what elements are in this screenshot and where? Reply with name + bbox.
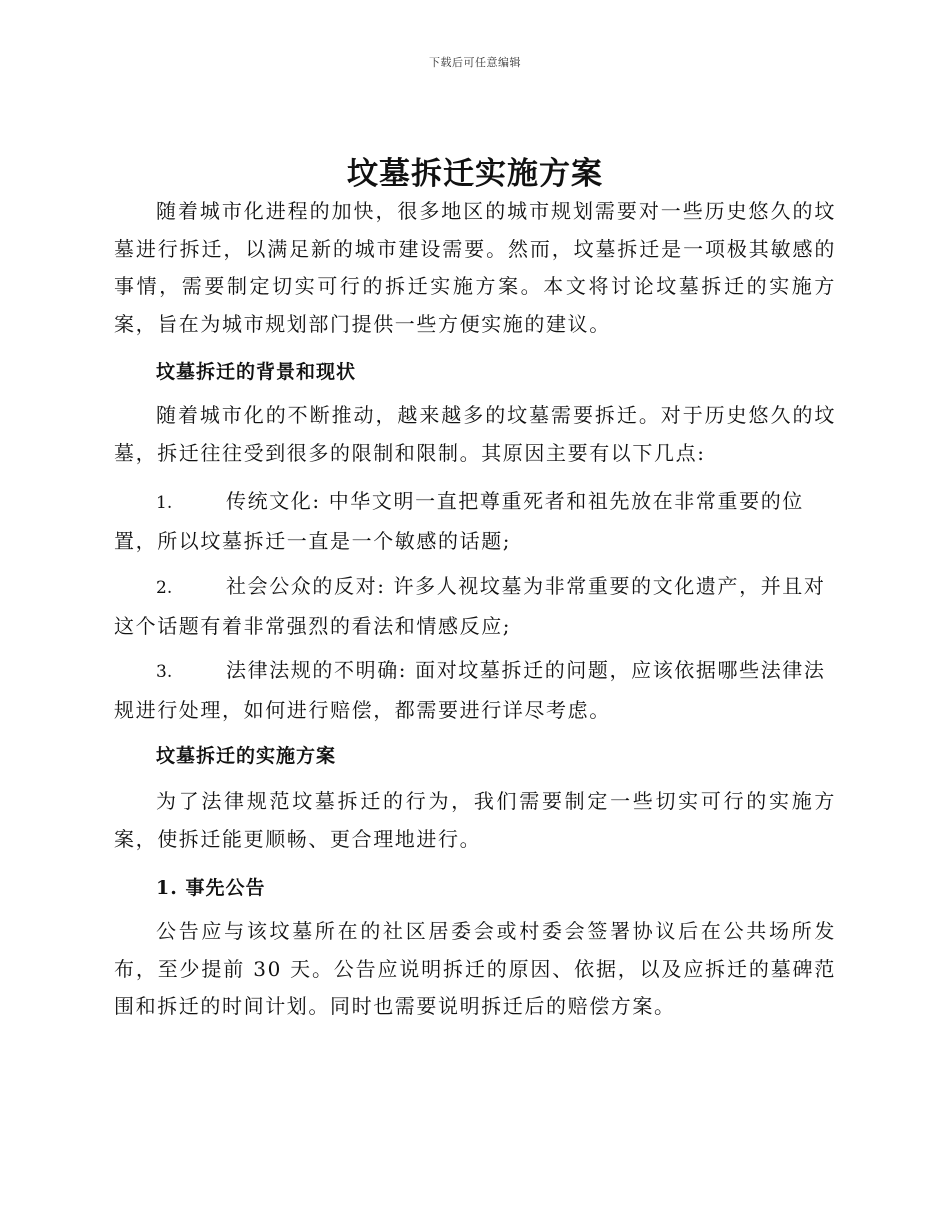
list-item-text: 社会公众的反对: 许多人视坟墓为非常重要的文化遗产，并且对这个话题有着非常强烈的看法和情感反应;	[114, 574, 826, 638]
list-item	[114, 652, 836, 729]
intro-paragraph: 随着城市化进程的加快，很多地区的城市规划需要对一些历史悠久的坟墓进行拆迁，以满足新的城市建设需要。然而，坟墓拆迁是一项极其敏感的事情，需要制定切实可行的拆迁实施方案。本文将讨论坟墓拆迁的实施方案，旨在为城市规划部门提供一些方便实施的建议。	[114, 199, 836, 336]
list-item-number: 3.	[156, 662, 173, 682]
subheading-advance-notice: 1. 事先公告	[156, 877, 266, 899]
list-item-text: 法律法规的不明确: 面对坟墓拆迁的问题，应该依据哪些法律法规进行处理，如何进行赔偿，都需要进行详尽考虑。	[114, 658, 826, 722]
list-item	[114, 483, 836, 560]
section-heading-background: 坟墓拆迁的背景和现状	[156, 361, 357, 383]
section-heading-implementation: 坟墓拆迁的实施方案	[156, 745, 337, 767]
background-paragraph: 随着城市化的不断推动，越来越多的坟墓需要拆迁。对于历史悠久的坟墓，拆迁往往受到很多的限制和限制。其原因主要有以下几点:	[114, 403, 836, 465]
list-item-number: 2.	[156, 578, 173, 598]
list-item-number: 1.	[156, 493, 173, 513]
document-title: 坟墓拆迁实施方案	[347, 156, 603, 192]
list-item	[114, 568, 836, 645]
list-item-text: 传统文化: 中华文明一直把尊重死者和祖先放在非常重要的位置，所以坟墓拆迁一直是一个敏感的话题;	[114, 489, 804, 553]
implementation-paragraph: 为了法律规范坟墓拆迁的行为，我们需要制定一些切实可行的实施方案，使拆迁能更顺畅、更合理地进行。	[114, 789, 836, 851]
advance-notice-paragraph: 公告应与该坟墓所在的社区居委会或村委会签署协议后在公共场所发布，至少提前 30 天。公告应说明拆迁的原因、依据，以及应拆迁的墓碑范围和拆迁的时间计划。同时也需要说明拆迁后的赔偿方案。	[114, 919, 836, 1018]
header-note: 下载后可任意编辑	[429, 56, 521, 69]
